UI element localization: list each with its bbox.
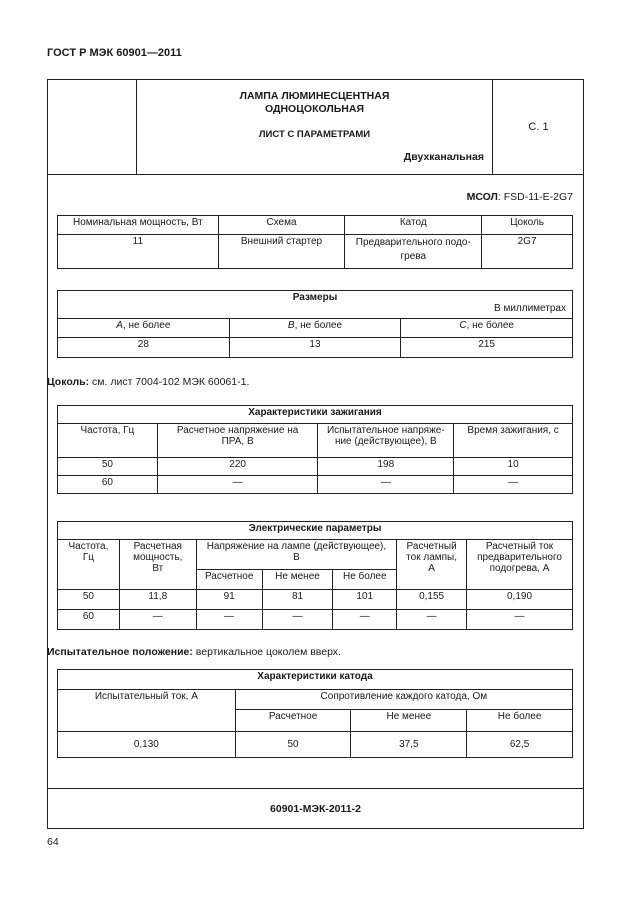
title-block: [47, 79, 584, 175]
header-el-preheat: Расчетный ток предварительного подогрева, А: [467, 540, 573, 590]
table-row-cell: 220: [157, 458, 318, 476]
document-header: ГОСТ Р МЭК 60901—2011: [47, 47, 182, 59]
table-row-cell: 50: [235, 732, 351, 758]
table-row-cell: 11,8: [119, 590, 196, 610]
table-row-cell: —: [196, 610, 262, 630]
table-row-cell: 0,155: [397, 590, 467, 610]
base-note-text: см. лист 7004-102 МЭК 60061-1.: [89, 376, 250, 388]
cathode-caption: Характеристики катода: [58, 670, 573, 690]
header-cathode: Катод: [345, 216, 482, 235]
dimensions-caption-cell: [58, 291, 573, 319]
electrical-caption: Электрические параметры: [58, 522, 573, 540]
header-ign-frequency: Частота, Гц: [58, 424, 158, 458]
header-ign-test-voltage: Испытательное напряже- ние (действующее), В: [318, 424, 454, 458]
header-el-max: Не более: [333, 570, 397, 590]
cell-dim-c: 215: [401, 338, 573, 358]
header-cath-resistance: Сопротивление каждого катода, Ом: [235, 690, 572, 710]
cell-rated-power: 11: [58, 235, 219, 269]
table-row-cell: 50: [58, 458, 158, 476]
header-base: Цоколь: [482, 216, 573, 235]
table-row-cell: 50: [58, 590, 120, 610]
dim-b-var: B: [287, 320, 295, 331]
lamp-title-line2: ОДНОЦОКОЛЬНАЯ: [264, 103, 365, 115]
base-note: [47, 376, 249, 388]
msol-designation: [467, 191, 573, 203]
header-cath-min: Не менее: [351, 710, 467, 732]
table-row-cell: 198: [318, 458, 454, 476]
ignition-table: [57, 405, 573, 494]
main-parameters-table: [57, 215, 573, 269]
lamp-title: [137, 90, 492, 116]
table-row-cell: 60: [58, 476, 158, 494]
cell-dim-a: 28: [58, 338, 230, 358]
header-el-frequency: Частота, Гц: [58, 540, 120, 590]
table-row-cell: —: [333, 610, 397, 630]
table-row-cell: 0,190: [467, 590, 573, 610]
table-row-cell: 37,5: [351, 732, 467, 758]
table-row-cell: 91: [196, 590, 262, 610]
table-row-cell: —: [157, 476, 318, 494]
msol-value: : FSD-11-E-2G7: [497, 191, 573, 203]
sheet-footer-code: 60901-МЭК-2011-2: [47, 788, 584, 829]
table-row-cell: 60: [58, 610, 120, 630]
header-rated-power: Номинальная мощность, Вт: [58, 216, 219, 235]
title-block-left-cell: [47, 79, 137, 174]
dimensions-table: [57, 290, 573, 358]
header-cath-max: Не более: [467, 710, 573, 732]
sheet-number: С. 1: [492, 79, 584, 174]
header-el-min: Не менее: [262, 570, 333, 590]
ignition-caption: Характеристики зажигания: [58, 406, 573, 424]
header-dim-c: [401, 319, 573, 338]
header-el-voltage: Напряжение на лампе (действующее), В: [196, 540, 396, 570]
table-row-cell: —: [454, 476, 573, 494]
header-dim-a: [58, 319, 230, 338]
header-el-rated: Расчетное: [196, 570, 262, 590]
header-el-current: Расчетный ток лампы, А: [397, 540, 467, 590]
header-ign-time: Время зажигания, с: [454, 424, 573, 458]
header-cath-current: Испытательный ток, А: [58, 690, 236, 732]
header-el-power: Расчетная мощность, Вт: [119, 540, 196, 590]
table-row-cell: 0,130: [58, 732, 236, 758]
lamp-type: Двухканальная: [403, 151, 484, 163]
test-position-note: [47, 646, 341, 658]
table-row-cell: 10: [454, 458, 573, 476]
cell-circuit: Внешний стартер: [218, 235, 345, 269]
table-row-cell: —: [119, 610, 196, 630]
sheet-label: ЛИСТ С ПАРАМЕТРАМИ: [258, 129, 371, 140]
dim-c-suffix: , не более: [466, 320, 514, 331]
msol-label: МСОЛ: [466, 191, 498, 203]
header-cath-rated: Расчетное: [235, 710, 351, 732]
test-position-text: вертикальное цоколем вверх.: [192, 646, 341, 658]
table-row-cell: —: [467, 610, 573, 630]
dim-c-var: C: [459, 320, 467, 331]
cell-cathode: Предварительного подо- грева: [345, 235, 482, 269]
page-number: 64: [47, 836, 59, 848]
dim-b-suffix: , не более: [294, 320, 343, 331]
header-dim-b: [229, 319, 401, 338]
dim-a-suffix: , не более: [122, 320, 171, 331]
test-position-label: Испытательное положение:: [47, 646, 193, 658]
table-row-cell: 81: [262, 590, 333, 610]
cell-dim-b: 13: [229, 338, 401, 358]
cathode-table: [57, 669, 573, 758]
table-row-cell: 101: [333, 590, 397, 610]
header-ign-ballast-voltage: Расчетное напряжение на ПРА, В: [157, 424, 318, 458]
base-note-label: Цоколь:: [47, 376, 90, 388]
table-row-cell: 62,5: [467, 732, 573, 758]
electrical-table: [57, 521, 573, 630]
table-row-cell: —: [262, 610, 333, 630]
lamp-title-line1: ЛАМПА ЛЮМИНЕСЦЕНТНАЯ: [239, 90, 390, 102]
table-row-cell: —: [318, 476, 454, 494]
cell-base: 2G7: [482, 235, 573, 269]
dimensions-caption: Размеры: [292, 292, 338, 303]
table-row-cell: —: [397, 610, 467, 630]
dim-a-var: A: [116, 320, 123, 331]
dimensions-unit: В миллиметрах: [494, 303, 566, 314]
header-circuit: Схема: [218, 216, 345, 235]
